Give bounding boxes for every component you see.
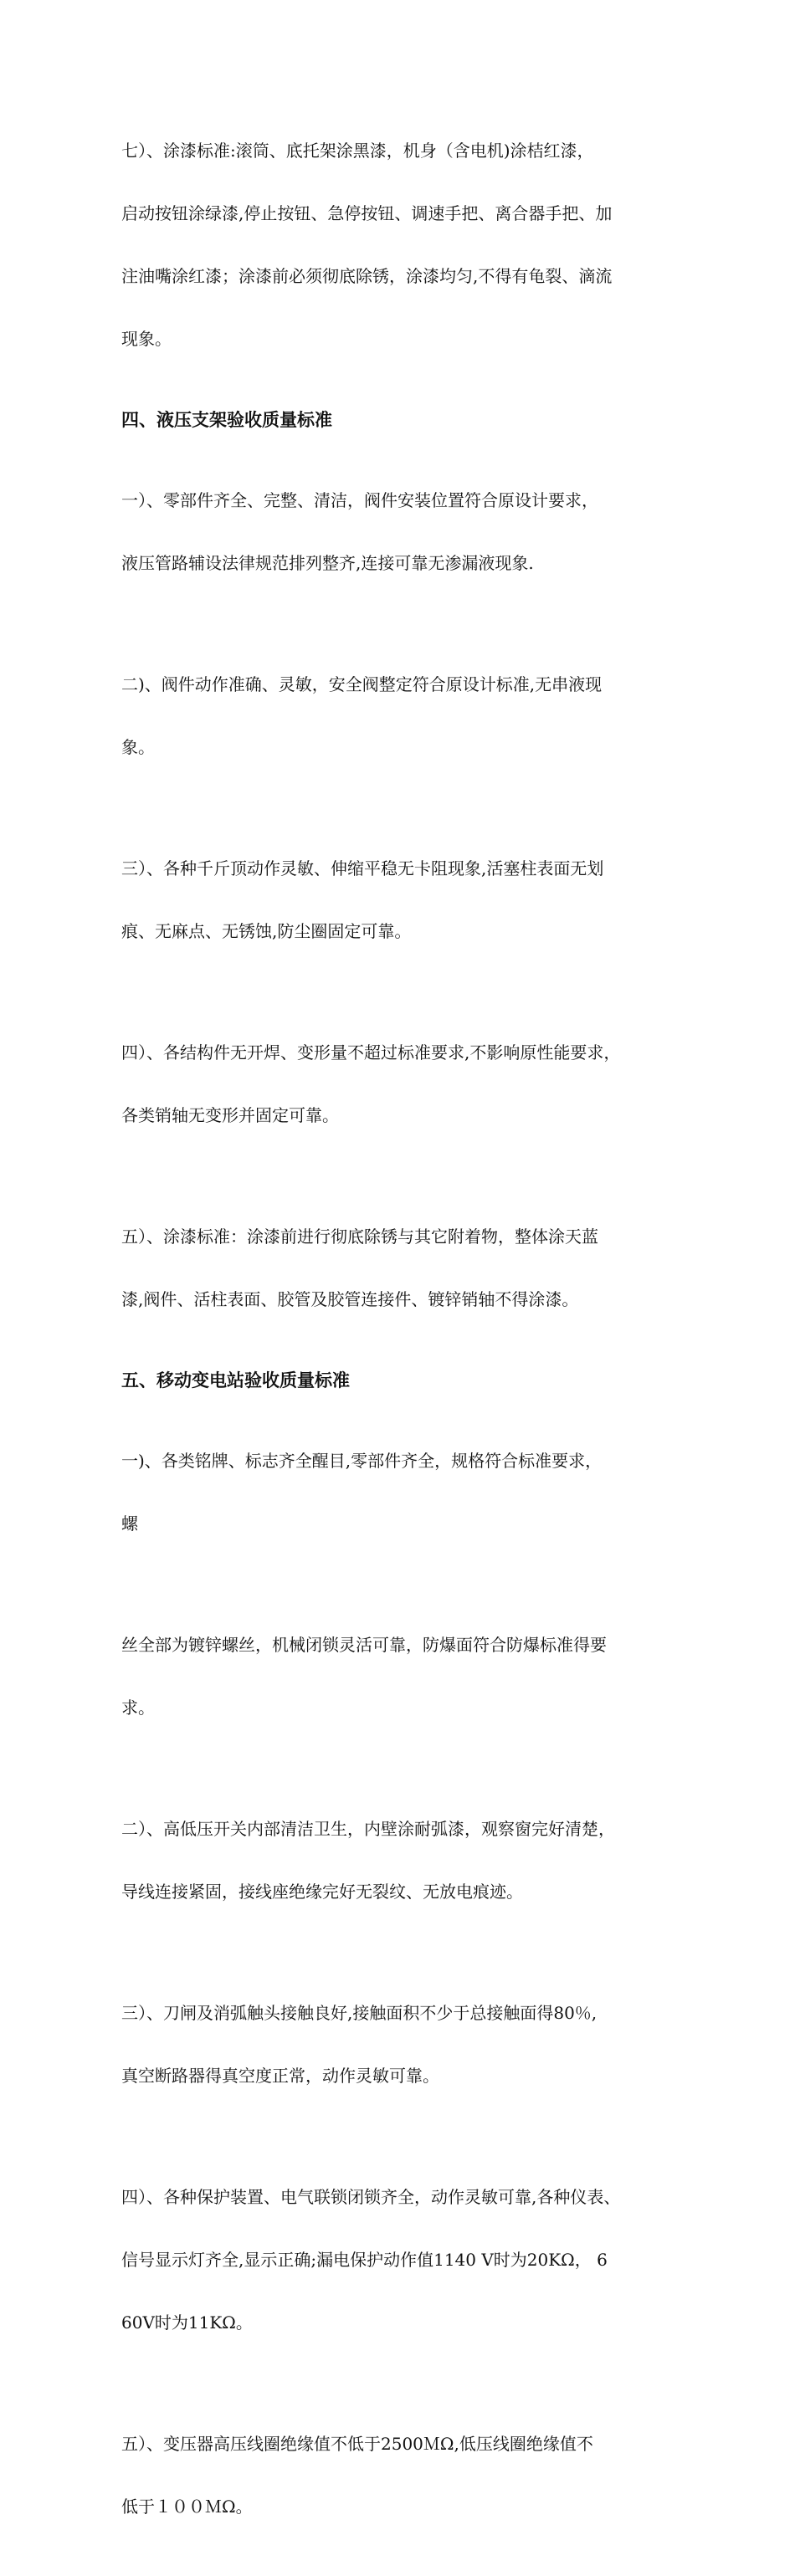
text-line: 注油嘴涂红漆；涂漆前必须彻底除锈，涂漆均匀,不得有龟裂、滴流: [121, 266, 613, 286]
text-line: 象。: [121, 737, 155, 757]
text-line: 一）、零部件齐全、完整、清洁，阀件安装位置符合原设计要求，: [121, 490, 598, 510]
section-heading-4: 四、液压支架验收质量标准: [121, 410, 332, 430]
text-line: 四）、各结构件无开焊、变形量不超过标准要求,不影响原性能要求，: [121, 1042, 621, 1063]
paragraph-5-1b: [121, 1593, 690, 1760]
text-line: 低于１００ＭΩ。: [121, 2497, 253, 2517]
paragraph-5-3: [121, 1961, 690, 2128]
paragraph-4-1: [121, 448, 690, 616]
paragraph-5-2: [121, 1777, 690, 1944]
document-page: [121, 99, 690, 2576]
text-line: 五）、变压器高压线圈绝缘值不低于2500ＭΩ,低压线圈绝缘值不: [121, 2434, 593, 2454]
text-line: 真空断路器得真空度正常，动作灵敏可靠。: [121, 2066, 439, 2086]
paragraph-4-4: [121, 1001, 690, 1168]
text-line: 四）、各种保护装置、电气联锁闭锁齐全，动作灵敏可靠,各种仪表、: [121, 2187, 621, 2207]
text-line: 求。: [121, 1698, 155, 1718]
paragraph-4-3: [121, 817, 690, 984]
text-line: 液压管路辅设法律规范排列整齐,连接可靠无渗漏液现象.: [121, 553, 534, 573]
text-line: 导线连接紧固，接线座绝缘完好无裂纹、无放电痕迹。: [121, 1882, 523, 1902]
paragraph-5-5: [121, 2392, 690, 2559]
paragraph-5-4: [121, 2145, 690, 2375]
text-line: 螺: [121, 1513, 138, 1534]
text-line: 五）、涂漆标准：涂漆前进行彻底除锈与其它附着物，整体涂天蓝: [121, 1227, 598, 1247]
text-line: 三）、各种千斤顶动作灵敏、伸缩平稳无卡阻现象,活塞柱表面无划: [121, 858, 604, 878]
text-line: 漆,阀件、活柱表面、胶管及胶管连接件、镀锌销轴不得涂漆。: [121, 1289, 579, 1309]
text-line: 七）、涂漆标准:滚筒、底托架涂黑漆，机身（含电机)涂桔红漆，: [121, 141, 594, 161]
paragraph-4-2: [121, 632, 690, 800]
text-line: 启动按钮涂绿漆,停止按钮、急停按钮、调速手把、离合器手把、加: [121, 203, 613, 223]
text-line: 现象。: [121, 329, 172, 349]
text-line: 信号显示灯齐全,显示正确;漏电保护动作值1140 V时为20KΩ， 6: [121, 2250, 608, 2270]
text-line: 一)、各类铭牌、标志齐全醒目,零部件齐全，规格符合标准要求，: [121, 1451, 603, 1471]
text-line: 三）、刀闸及消弧触头接触良好,接触面积不少于总接触面得80％,: [121, 2003, 598, 2023]
paragraph-3-7: [121, 99, 690, 392]
paragraph-5-1a: [121, 1409, 690, 1576]
text-line: 二）、高低压开关内部清洁卫生，内壁涂耐弧漆，观察窗完好清楚，: [121, 1819, 615, 1839]
text-line: 二)、阀件动作准确、灵敏，安全阀整定符合原设计标准,无串液现: [121, 674, 603, 694]
paragraph-4-5: [121, 1185, 690, 1352]
text-line: 60V时为11KΩ。: [121, 2312, 253, 2333]
text-line: 丝全部为镀锌螺丝，机械闭锁灵活可靠，防爆面符合防爆标准得要: [121, 1635, 607, 1655]
section-heading-5: 五、移动变电站验收质量标准: [121, 1370, 350, 1390]
text-line: 各类销轴无变形并固定可靠。: [121, 1105, 339, 1125]
text-line: 痕、无麻点、无锈蚀,防尘圈固定可靠。: [121, 921, 412, 941]
